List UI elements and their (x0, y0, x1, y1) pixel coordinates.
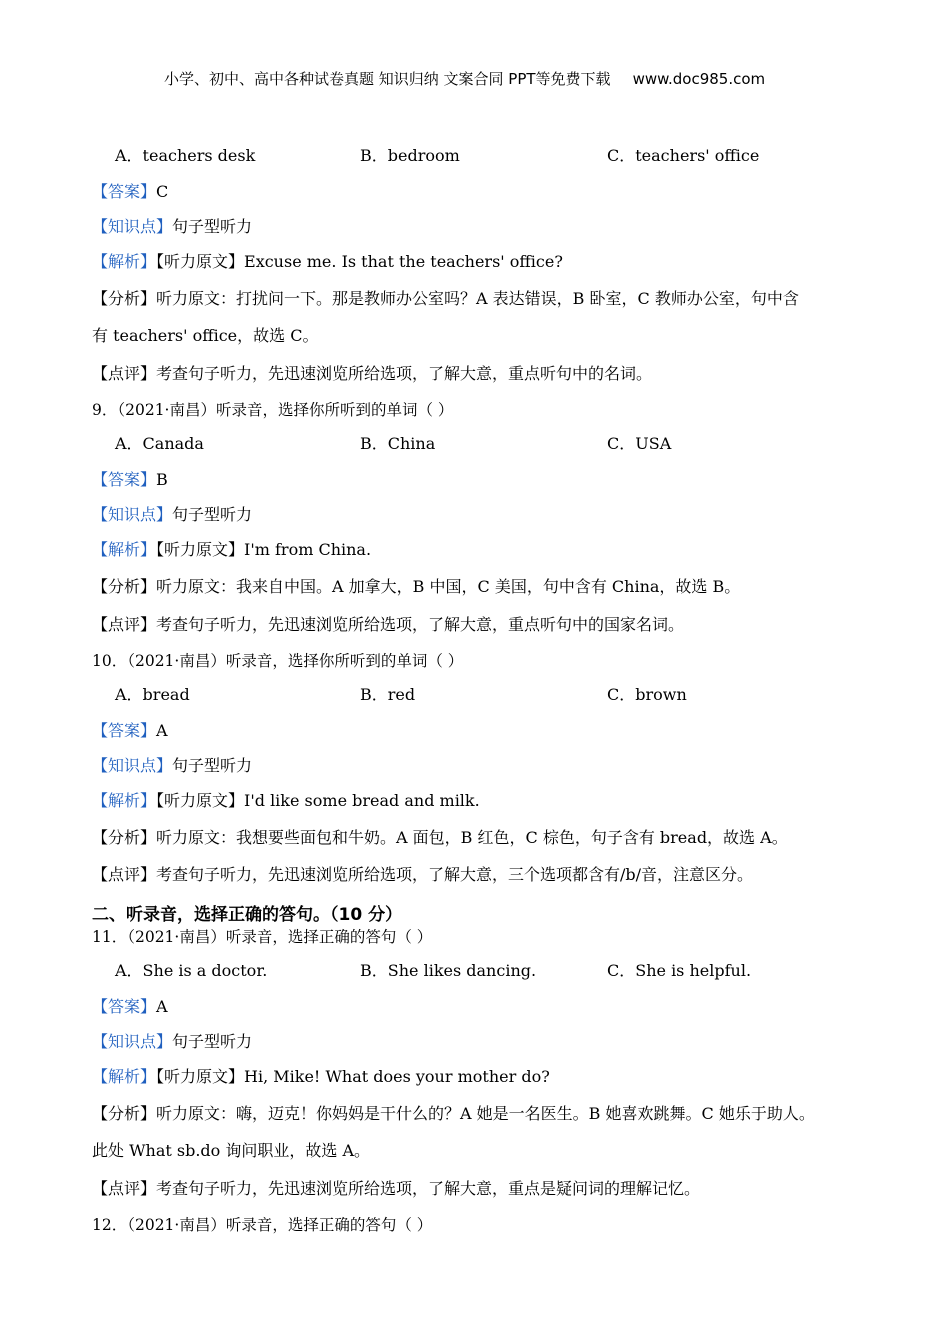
knowledge-line (92, 505, 252, 525)
fenxi-value: 听力原文：我来自中国。A 加拿大，B 中国，C 美国，句中含有 China，故选 B。 (156, 577, 741, 596)
option-b: B．red (360, 685, 416, 704)
fenxi-value: 听力原文：嗨，迈克！你妈妈是干什么的？A 她是一名医生。B 她喜欢跳舞。C 她乐于助人。 (156, 1104, 815, 1123)
knowledge-value: 句子型听力 (172, 1032, 253, 1051)
answer-line (92, 182, 168, 202)
fenxi-line (92, 289, 799, 309)
header-site: www.doc985.com (632, 70, 766, 88)
knowledge-line (92, 1032, 252, 1052)
option-b: B．China (360, 434, 436, 453)
page-header (164, 68, 765, 89)
analysis-value: 【听力原文】I'm from China. (156, 540, 372, 559)
answer-line (92, 470, 168, 490)
question-stem: 11．（2021·南昌）听录音，选择正确的答句（ ） (92, 928, 433, 946)
option-c: C．teachers' office (607, 146, 760, 165)
knowledge-line (92, 756, 252, 776)
fenxi-label: 【分析】 (92, 1104, 157, 1123)
analysis-line (92, 1067, 550, 1087)
analysis-value: 【听力原文】Hi, Mike! What does your mother do? (156, 1067, 550, 1086)
comment-line (92, 615, 684, 635)
question-stem: 9．（2021·南昌）听录音，选择你所听到的单词（ ） (92, 401, 454, 419)
option-b: B．bedroom (360, 146, 460, 165)
fenxi-label: 【分析】 (92, 577, 157, 596)
answer-label: 【答案】 (92, 182, 157, 201)
analysis-line (92, 540, 371, 560)
comment-value: 考查句子听力，先迅速浏览所给选项，了解大意，三个选项都含有/b/音，注意区分。 (156, 865, 754, 884)
comment-label: 【点评】 (92, 1179, 157, 1198)
option-c: C．She is helpful. (607, 961, 752, 980)
analysis-label: 【解析】 (92, 540, 157, 559)
answer-label: 【答案】 (92, 997, 157, 1016)
fenxi-value: 听力原文：打扰问一下。那是教师办公室吗？A 表达错误，B 卧室，C 教师办公室，句中含 (156, 289, 799, 308)
knowledge-value: 句子型听力 (172, 756, 253, 775)
answer-value: A (156, 721, 168, 740)
comment-label: 【点评】 (92, 865, 157, 884)
knowledge-label: 【知识点】 (92, 1032, 173, 1051)
knowledge-label: 【知识点】 (92, 505, 173, 524)
fenxi-line-2: 有 teachers' office，故选 C。 (92, 326, 319, 345)
analysis-value: 【听力原文】I'd like some bread and milk. (156, 791, 480, 810)
option-c: C．USA (607, 434, 672, 453)
knowledge-line (92, 217, 252, 237)
option-a: A．Canada (115, 434, 204, 453)
analysis-label: 【解析】 (92, 252, 157, 271)
comment-line (92, 865, 753, 885)
answer-value: C (156, 182, 169, 201)
option-a: A．teachers desk (115, 146, 256, 165)
fenxi-line (92, 1104, 815, 1124)
answer-label: 【答案】 (92, 470, 157, 489)
comment-label: 【点评】 (92, 615, 157, 634)
question-stem: 12．（2021·南昌）听录音，选择正确的答句（ ） (92, 1216, 433, 1234)
header-text: 小学、初中、高中各种试卷真题 知识归纳 文案合同 PPT等免费下载 (164, 70, 611, 88)
fenxi-value: 听力原文：我想要些面包和牛奶。A 面包，B 红色，C 棕色，句子含有 bread，故选 A。 (156, 828, 788, 847)
analysis-label: 【解析】 (92, 1067, 157, 1086)
option-a: A．bread (115, 685, 190, 704)
answer-value: B (156, 470, 168, 489)
knowledge-value: 句子型听力 (172, 217, 253, 236)
analysis-line (92, 252, 563, 272)
comment-value: 考查句子听力，先迅速浏览所给选项，了解大意，重点听句中的名词。 (156, 364, 653, 383)
comment-line (92, 1179, 700, 1199)
answer-line (92, 997, 168, 1017)
fenxi-label: 【分析】 (92, 828, 157, 847)
knowledge-value: 句子型听力 (172, 505, 253, 524)
answer-line (92, 721, 168, 741)
fenxi-line-2: 此处 What sb.do 询问职业，故选 A。 (92, 1141, 371, 1160)
comment-value: 考查句子听力，先迅速浏览所给选项，了解大意，重点是疑问词的理解记忆。 (156, 1179, 701, 1198)
option-c: C．brown (607, 685, 687, 704)
comment-value: 考查句子听力，先迅速浏览所给选项，了解大意，重点听句中的国家名词。 (156, 615, 685, 634)
fenxi-line (92, 828, 788, 848)
fenxi-label: 【分析】 (92, 289, 157, 308)
option-b: B．She likes dancing. (360, 961, 537, 980)
section-2-title: 二、听录音，选择正确的答句。（10 分） (92, 905, 403, 925)
answer-label: 【答案】 (92, 721, 157, 740)
comment-line (92, 364, 652, 384)
analysis-value: 【听力原文】Excuse me. Is that the teachers' office? (156, 252, 563, 271)
analysis-line (92, 791, 480, 811)
analysis-label: 【解析】 (92, 791, 157, 810)
knowledge-label: 【知识点】 (92, 217, 173, 236)
fenxi-line (92, 577, 740, 597)
comment-label: 【点评】 (92, 364, 157, 383)
option-a: A．She is a doctor. (115, 961, 268, 980)
question-stem: 10．（2021·南昌）听录音，选择你所听到的单词（ ） (92, 652, 464, 670)
answer-value: A (156, 997, 168, 1016)
knowledge-label: 【知识点】 (92, 756, 173, 775)
